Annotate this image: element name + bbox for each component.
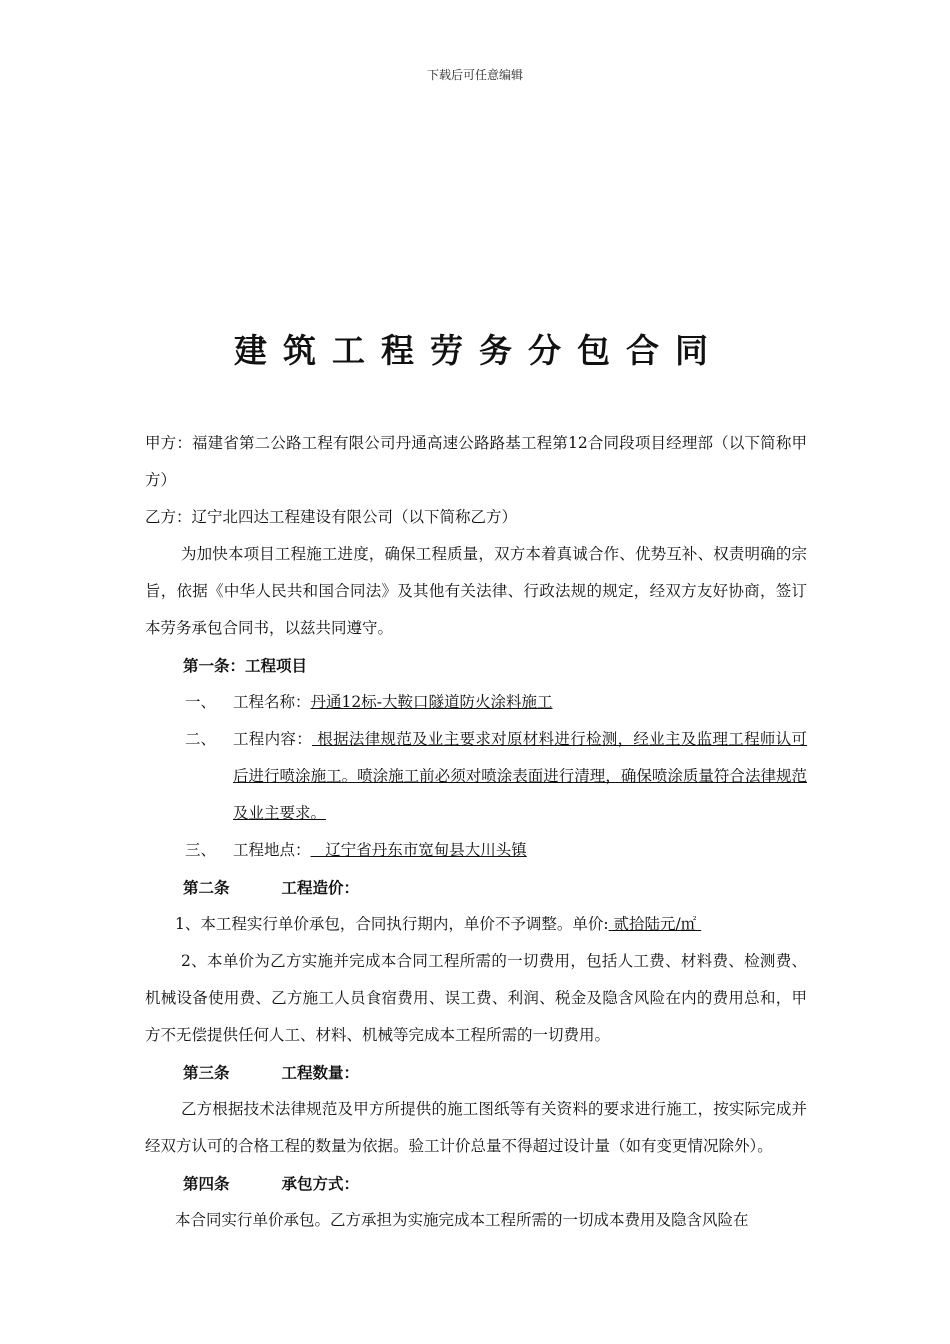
- article-1-heading: 第一条：工程项目: [183, 656, 308, 675]
- article-3-title: 工程数量：: [281, 1063, 360, 1082]
- item-content: [233, 721, 807, 832]
- project-name: 丹通12标-大鞍口隧道防火涂料施工: [310, 693, 553, 711]
- article-3-text: 乙方根据技术法律规范及甲方所提供的施工图纸等有关资料的要求进行施工，按实际完成并经双方认可的合格工程的数量为依据。验工计价总量不得超过设计量（如有变更情况除外）。: [145, 1100, 807, 1155]
- item-number: 一、: [185, 693, 217, 711]
- item-number: 二、: [185, 730, 217, 748]
- header-note: 下载后可任意编辑: [426, 68, 523, 82]
- project-scope: 根据法律规范及业主要求对原材料进行检测，经业主及监理工程师认可后进行喷涂施工。喷涂施工前必须对喷涂表面进行清理，确保喷涂质量符合法律规范及业主要求。: [233, 730, 807, 822]
- article-3-heading: [145, 1054, 807, 1091]
- item-label: 工程名称：: [233, 693, 311, 711]
- clause-text: 1、本工程实行单价承包，合同执行期内，单价不予调整。单价:: [175, 915, 609, 933]
- article-2-clause-1: [145, 906, 807, 943]
- project-location: 辽宁省丹东市宽甸县大川头镇: [310, 841, 527, 859]
- item-label: 工程地点：: [233, 841, 311, 859]
- article-4-number: 第四条: [183, 1174, 230, 1193]
- contract-body: [145, 425, 807, 1239]
- article-4-heading: [145, 1165, 807, 1202]
- document-title: 建筑工程劳务分包合同: [234, 331, 724, 370]
- preamble: 为加快本项目工程施工进度，确保工程质量，双方本着真诚合作、优势互补、权责明确的宗旨，依据《中华人民共和国合同法》及其他有关法律、行政法规的规定，经双方友好协商，签订本劳务承包合同书，以兹共同遵守。: [145, 545, 807, 637]
- article-1-item-2: [145, 721, 807, 832]
- party-a: 甲方：福建省第二公路工程有限公司丹通高速公路路基工程第12合同段项目经理部（以下简称甲方）: [145, 434, 807, 489]
- article-4-text: 本合同实行单价承包。乙方承担为实施完成本工程所需的一切成本费用及隐含风险在: [175, 1211, 749, 1229]
- article-1-item-1: [145, 684, 807, 721]
- article-4-title: 承包方式：: [281, 1174, 360, 1193]
- article-1-item-3: [145, 832, 807, 869]
- unit-price: 贰拾陆元/㎡: [608, 915, 702, 933]
- item-label: 工程内容：: [233, 730, 313, 748]
- item-number: 三、: [185, 841, 217, 859]
- party-b: 乙方：辽宁北四达工程建设有限公司（以下简称乙方）: [145, 508, 518, 526]
- article-3-number: 第三条: [183, 1063, 230, 1082]
- article-2-heading: [145, 869, 807, 906]
- article-2-title: 工程造价：: [281, 878, 360, 897]
- article-2-number: 第二条: [183, 878, 230, 897]
- article-2-clause-2: 2、本单价为乙方实施并完成本合同工程所需的一切费用，包括人工费、材料费、检测费、机械设备使用费、乙方施工人员食宿费用、误工费、利润、税金及隐含风险在内的费用总和，甲方不无偿提供任何人工、材料、机械等完成本工程所需的一切费用。: [145, 952, 807, 1044]
